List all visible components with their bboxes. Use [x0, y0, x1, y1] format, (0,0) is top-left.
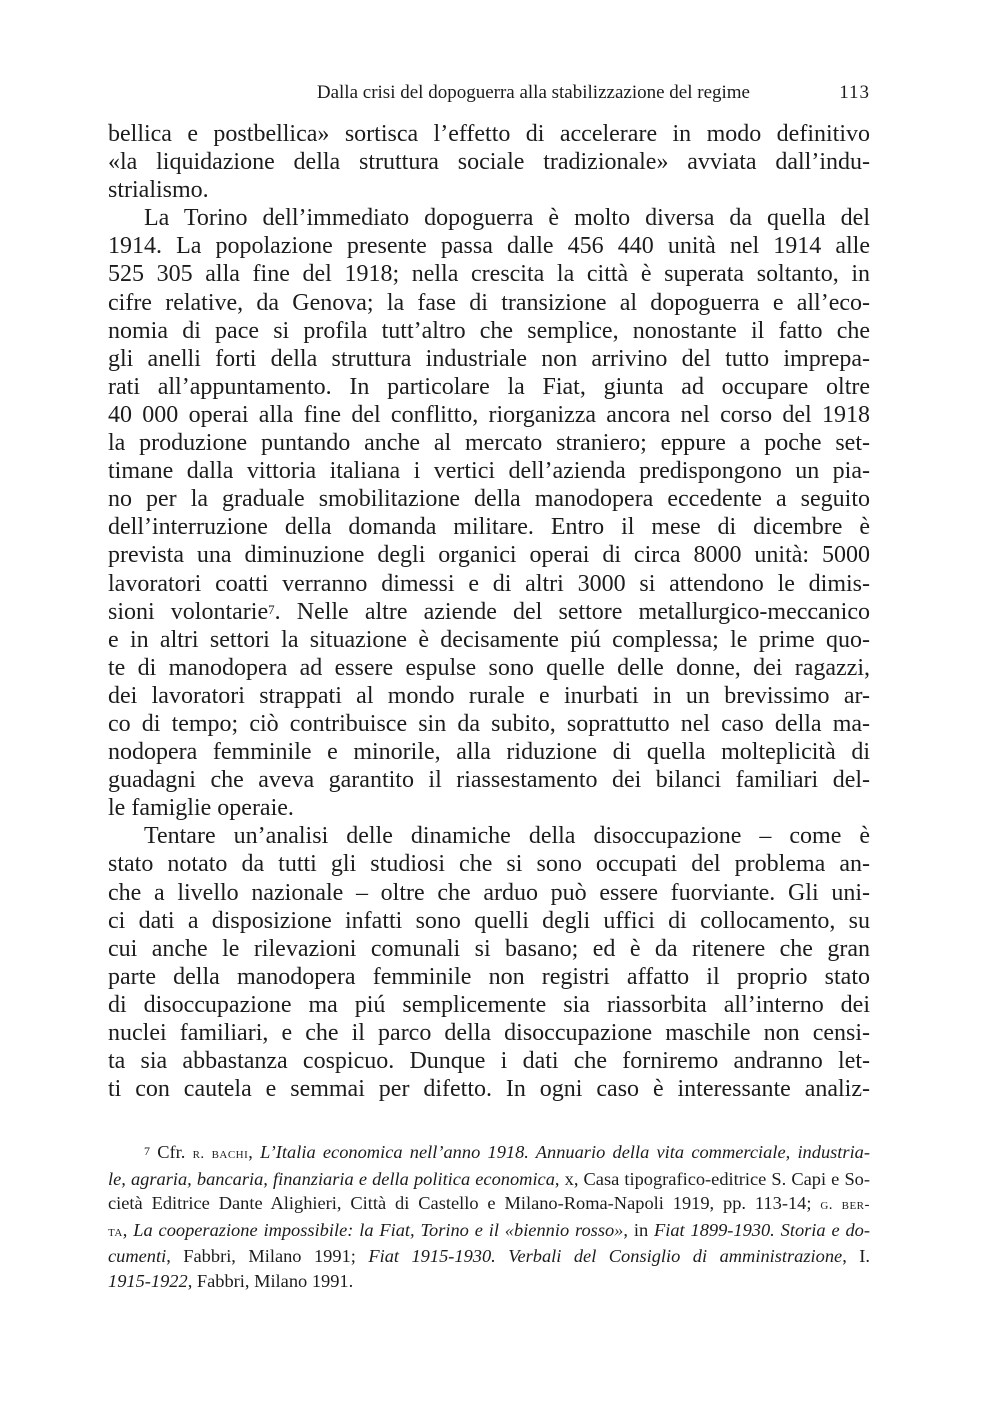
text-line: gli anelli forti della struttura industriale non arrivino del tutto imprepa- — [108, 345, 870, 372]
author-name: r. bachi — [192, 1146, 249, 1162]
text-line: La Torino dell’immediato dopoguerra è molto diversa da quella del — [144, 205, 870, 232]
footnote-7 — [108, 1140, 870, 1293]
text-line: prevista una diminuzione degli organici operai di circa 8000 unità: 5000 — [108, 542, 870, 569]
text-line: nuclei familiari, e che il parco della disoccupazione maschile non censi- — [108, 1020, 870, 1046]
footnote-line — [108, 1244, 870, 1269]
body-text — [108, 120, 870, 1103]
work-title: L’Italia economica nell’anno 1918. Annuario della vita commerciale, industria- — [260, 1142, 870, 1162]
running-head — [108, 78, 870, 108]
text-segment: Cfr. — [157, 1142, 193, 1162]
text-segment: , in — [623, 1219, 654, 1240]
text-line: no per la graduale smobilitazione della manodopera eccedente a seguito — [108, 486, 870, 513]
text-line: 40 000 operai alla fine del conflitto, riorganizza ancora nel corso del 1918 — [108, 401, 870, 428]
text-segment: , Fabbri, Milano 1991; — [166, 1246, 369, 1266]
text-line: cui anche le rilevazioni comunali si basano; ed è da ritenere che gran — [108, 935, 870, 962]
text-line: parte della manodopera femminile non registri affatto il proprio stato — [108, 963, 870, 990]
text-segment: , I. — [842, 1246, 870, 1266]
text-line: 525 305 alla fine del 1918; nella crescita la città è superata soltanto, in — [108, 261, 870, 288]
text-line: dell’interruzione della domanda militare. Entro il mese di dicembre è — [108, 514, 870, 541]
author-name: g. ber- — [820, 1197, 870, 1213]
footnote-line — [108, 1269, 870, 1294]
text-line: lavoratori coatti verranno dimessi e di altri 3000 si attendono le dimis- — [108, 570, 870, 597]
footnote-line — [108, 1140, 870, 1167]
text-line: stato notato da tutti gli studiosi che si sono occupati del problema an- — [108, 851, 870, 878]
text-segment: sioni volontarie — [108, 598, 269, 625]
text-line: e in altri settori la situazione è decisamente piú complessa; le prime quo- — [108, 626, 870, 653]
text-line: bellica e postbellica» sortisca l’effetto di accelerare in modo definitivo — [108, 121, 870, 147]
text-line: co di tempo; ciò contribuisce sin da subito, soprattutto nel caso della ma- — [108, 710, 870, 737]
paragraph-2 — [108, 204, 870, 822]
text-line: dei lavoratori strappati al mondo rurale e inurbati in un brevissimo ar- — [108, 682, 870, 709]
text-segment: , — [122, 1219, 134, 1240]
text-line: timane dalla vittoria italiana i vertici dell’azienda predispongono un pia- — [108, 458, 870, 485]
book-page — [108, 0, 870, 1402]
work-title: cumenti — [108, 1246, 167, 1266]
text-segment: . Nelle altre aziende del settore metallurgico-meccanico — [274, 598, 870, 625]
text-line: le famiglie operaie. — [108, 795, 294, 822]
footnote-reference[interactable]: 7 — [268, 601, 275, 617]
footnote-line — [108, 1191, 870, 1218]
text-line: di disoccupazione ma piú semplicemente sia riassorbita all’interno dei — [108, 991, 870, 1018]
text-line: nomia di pace si profila tutt’altro che semplice, nonostante il fatto che — [108, 317, 870, 344]
text-line: ci dati a disposizione infatti sono quelli degli uffici di collocamento, su — [108, 907, 870, 934]
text-line: 1914. La popolazione presente passa dalle 456 440 unità nel 1914 alle — [108, 233, 870, 260]
text-line: te di manodopera ad essere espulse sono quelle delle donne, dei ragazzi, — [108, 654, 870, 681]
text-segment: , x, Casa tipografico-editrice S. Capi e So- — [554, 1168, 870, 1189]
work-title: le, agraria, bancaria, finanziaria e della politica economica — [108, 1168, 555, 1189]
work-title: Fiat 1915-1930. Verbali del Consiglio di amministrazione — [368, 1246, 843, 1266]
text-line: la produzione puntando anche al mercato straniero; eppure a poche set- — [108, 430, 870, 457]
text-line: ti con cautela e semmai per difetto. In ogni caso è interessante analiz- — [108, 1076, 870, 1103]
text-line: ta sia abbastanza cospicuo. Dunque i dati che forniremo andranno let- — [108, 1048, 870, 1075]
page-number: 113 — [839, 82, 870, 103]
work-title: La cooperazione impossibile: la Fiat, Torino e il «biennio rosso» — [133, 1219, 624, 1240]
text-line: strialismo. — [108, 177, 209, 204]
work-title: 1915-1922 — [108, 1270, 188, 1291]
footnote-marker: 7 — [144, 1144, 150, 1158]
text-line: cifre relative, da Genova; la fase di transizione al dopoguerra e all’eco- — [108, 289, 870, 316]
text-line: Tentare un’analisi delle dinamiche della disoccupazione – come è — [144, 823, 870, 850]
work-title: Fiat 1899-1930. Storia e do- — [654, 1219, 870, 1240]
paragraph-1 — [108, 120, 870, 204]
text-line: nodopera femminile e minorile, alla riduzione di quella molteplicità di — [108, 739, 870, 766]
paragraph-3 — [108, 822, 870, 1103]
text-segment: , — [248, 1142, 261, 1162]
running-title: Dalla crisi del dopoguerra alla stabilizzazione del regime — [316, 82, 750, 103]
text-line — [108, 598, 870, 626]
footnote-line — [108, 1218, 870, 1245]
text-segment: cietà Editrice Dante Alighieri, Città di Castello e Milano-Roma-Napoli 1919, pp. 113-14; — [108, 1193, 821, 1213]
author-name: ta — [108, 1223, 123, 1240]
footnote-line — [108, 1167, 870, 1192]
text-line: rati all’appuntamento. In particolare la Fiat, giunta ad occupare oltre — [108, 373, 870, 400]
text-line: che a livello nazionale – oltre che arduo può essere fuorviante. Gli uni- — [108, 879, 870, 906]
text-line: guadagni che aveva garantito il riassestamento dei bilanci familiari del- — [108, 767, 870, 794]
text-line: «la liquidazione della struttura sociale tradizionale» avviata dall’indu- — [108, 149, 870, 176]
text-segment: , Fabbri, Milano 1991. — [187, 1270, 354, 1291]
footnotes — [108, 1140, 870, 1293]
